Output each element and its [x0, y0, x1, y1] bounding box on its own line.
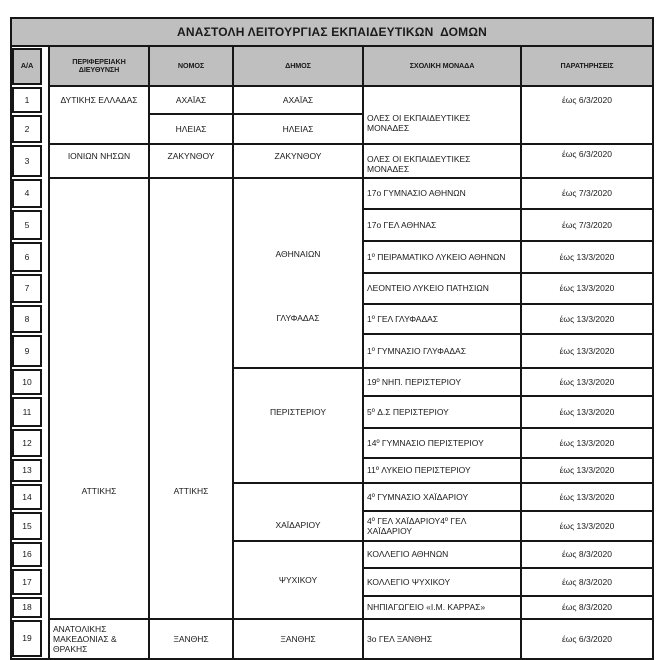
col-header-nomos: ΝΟΜΟΣ: [149, 46, 233, 86]
cell-school: ΝΗΠΙΑΓΩΓΕΙΟ «Ι.Μ. ΚΑΡΡΑΣ»: [363, 596, 521, 619]
cell-note: έως 8/3/2020: [521, 541, 653, 568]
cell-region: ΙΟΝΙΩΝ ΝΗΣΩΝ: [49, 144, 149, 178]
cell-note: έως 7/3/2020: [521, 209, 653, 241]
row-number-cell: [11, 241, 49, 273]
cell-note: έως 13/3/2020: [521, 483, 653, 511]
cell-note: έως 13/3/2020: [521, 273, 653, 304]
cell-school: 3ο ΓΕΛ ΞΑΝΘΗΣ: [363, 619, 521, 659]
dimos-label-peristeri: ΠΕΡΙΣΤΕΡΙΟΥ: [270, 406, 326, 417]
row-number-cell: [11, 304, 49, 334]
cell-dimos: [233, 178, 363, 368]
cell-school: 17ο ΓΕΛ ΑΘΗΝΑΣ: [363, 209, 521, 241]
cell-note: έως 13/3/2020: [521, 368, 653, 396]
cell-nomos: ΑΧΑΪΑΣ: [149, 86, 233, 114]
col-header-dimos: ΔΗΜΟΣ: [233, 46, 363, 86]
row-number: 17: [12, 569, 42, 595]
cell-school: 1º ΓΕΛ ΓΛΥΦΑΔΑΣ: [363, 304, 521, 334]
cell-note: έως 8/3/2020: [521, 596, 653, 619]
row-number: 5: [12, 210, 42, 240]
cell-dimos: ΗΛΕΙΑΣ: [233, 114, 363, 144]
row-number-cell: [11, 568, 49, 596]
cell-dimos: ΖΑΚΥΝΘΟΥ: [233, 144, 363, 178]
dimos-label-xaidari: ΧΑΪΔΑΡΙΟΥ: [275, 520, 321, 531]
row-number-cell: [11, 368, 49, 396]
cell-school: 5º Δ.Σ ΠΕΡΙΣΤΕΡΙΟΥ: [363, 396, 521, 428]
cell-school: ΚΟΛΛΕΓΙΟ ΑΘΗΝΩΝ: [363, 541, 521, 568]
region-label: ΑΤΤΙΚΗΣ: [81, 485, 117, 496]
row-number: 18: [12, 597, 42, 618]
row-number: 13: [12, 459, 42, 482]
cell-note: έως 6/3/2020: [521, 144, 653, 178]
cell-dimos: ΞΑΝΘΗΣ: [233, 619, 363, 659]
cell-note: έως 8/3/2020: [521, 568, 653, 596]
cell-school: 19º ΝΗΠ. ΠΕΡΙΣΤΕΡΙΟΥ: [363, 368, 521, 396]
table-row: [11, 619, 653, 659]
row-number: 16: [12, 542, 42, 567]
row-number-cell: [11, 209, 49, 241]
cell-school: 1º ΠΕΙΡΑΜΑΤΙΚΟ ΛΥΚΕΙΟ ΑΘΗΝΩΝ: [363, 241, 521, 273]
cell-school: ΟΛΕΣ ΟΙ ΕΚΠΑΙΔΕΥΤΙΚΕΣ ΜΟΝΑΔΕΣ: [363, 86, 521, 144]
cell-school: 4º ΓΥΜΝΑΣΙΟ ΧΑΪΔΑΡΙΟΥ: [363, 483, 521, 511]
cell-school: 17ο ΓΥΜΝΑΣΙΟ ΑΘΗΝΩΝ: [363, 178, 521, 209]
cell-school: ΟΛΕΣ ΟΙ ΕΚΠΑΙΔΕΥΤΙΚΕΣ ΜΟΝΑΔΕΣ: [363, 144, 521, 178]
nomos-label: ΑΤΤΙΚΗΣ: [173, 485, 209, 496]
row-number: 2: [12, 115, 42, 143]
row-number: 4: [12, 179, 42, 208]
row-number-cell: [11, 483, 49, 511]
row-number-cell: [11, 596, 49, 619]
row-number: 3: [12, 145, 42, 177]
row-number: 10: [12, 369, 42, 395]
row-number-cell: [11, 114, 49, 144]
col-header-school: ΣΧΟΛΙΚΗ ΜΟΝΑΔΑ: [363, 46, 521, 86]
cell-school: ΛΕΟΝΤΕΙΟ ΛΥΚΕΙΟ ΠΑΤΗΣΙΩΝ: [363, 273, 521, 304]
cell-region: ΔΥΤΙΚΗΣ ΕΛΛΑΔΑΣ: [49, 86, 149, 144]
cell-note: έως 7/3/2020: [521, 178, 653, 209]
row-number-cell: [11, 86, 49, 114]
row-number-cell: [11, 178, 49, 209]
row-number-cell: [11, 428, 49, 458]
cell-note: έως 6/3/2020: [521, 619, 653, 659]
cell-note: έως 6/3/2020: [521, 86, 653, 144]
table-row: [11, 178, 653, 209]
cell-region: [49, 178, 149, 619]
cell-note: έως 13/3/2020: [521, 396, 653, 428]
row-number: 6: [12, 242, 42, 272]
row-number: 19: [12, 620, 42, 657]
row-number-cell: [11, 273, 49, 304]
cell-nomos: ΞΑΝΘΗΣ: [149, 619, 233, 659]
cell-school: 1º ΓΥΜΝΑΣΙΟ ΓΛΥΦΑΔΑΣ: [363, 334, 521, 368]
row-number: 15: [12, 512, 42, 540]
row-number-cell: [11, 396, 49, 428]
cell-dimos: ΨΥΧΙΚΟΥ: [233, 541, 363, 619]
cell-note: έως 13/3/2020: [521, 304, 653, 334]
cell-school: 11º ΛΥΚΕΙΟ ΠΕΡΙΣΤΕΡΙΟΥ: [363, 458, 521, 483]
col-header-notes: ΠΑΡΑΤΗΡΗΣΕΙΣ: [521, 46, 653, 86]
row-number-cell: [11, 619, 49, 659]
cell-nomos: [149, 178, 233, 619]
cell-note: έως 13/3/2020: [521, 458, 653, 483]
row-number-cell: [11, 541, 49, 568]
cell-school: 4º ΓΕΛ ΧΑΪΔΑΡΙΟΥ4º ΓΕΛ ΧΑΪΔΑΡΙΟΥ: [363, 511, 521, 541]
dimos-label-athens: ΑΘΗΝΑΙΩΝ: [275, 249, 321, 260]
cell-note: έως 13/3/2020: [521, 241, 653, 273]
cell-nomos: ΖΑΚΥΝΘΟΥ: [149, 144, 233, 178]
row-number: 9: [12, 335, 42, 367]
col-header-region: ΠΕΡΙΦΕΡΕΙΑΚΗ ΔΙΕΥΘΥΝΣΗ: [49, 46, 149, 86]
col-header-aa-box: Α/Α: [12, 48, 42, 85]
cell-region: ΑΝΑΤΟΛΙΚΗΣ ΜΑΚΕΔΟΝΙΑΣ & ΘΡΑΚΗΣ: [49, 619, 149, 659]
cell-school: 14º ΓΥΜΝΑΣΙΟ ΠΕΡΙΣΤΕΡΙΟΥ: [363, 428, 521, 458]
cell-note: έως 13/3/2020: [521, 428, 653, 458]
cell-dimos: [233, 483, 363, 541]
row-number: 12: [12, 429, 42, 457]
table-title: ΑΝΑΣΤΟΛΗ ΛΕΙΤΟΥΡΓΙΑΣ ΕΚΠΑΙΔΕΥΤΙΚΩΝ ΔΟΜΩΝ: [11, 18, 653, 46]
row-number-cell: [11, 334, 49, 368]
suspension-table: [10, 17, 654, 660]
row-number-cell: [11, 511, 49, 541]
cell-school: ΚΟΛΛΕΓΙΟ ΨΥΧΙΚΟΥ: [363, 568, 521, 596]
table-row: [11, 86, 653, 114]
col-header-aa: [11, 46, 49, 86]
cell-note: έως 13/3/2020: [521, 334, 653, 368]
row-number-cell: [11, 458, 49, 483]
row-number: 8: [12, 305, 42, 333]
row-number: 14: [12, 484, 42, 510]
cell-note: έως 13/3/2020: [521, 511, 653, 541]
cell-dimos: [233, 368, 363, 483]
cell-nomos: ΗΛΕΙΑΣ: [149, 114, 233, 144]
row-number: 11: [12, 397, 42, 427]
cell-dimos: ΑΧΑΪΑΣ: [233, 86, 363, 114]
row-number: 7: [12, 274, 42, 303]
table-row: [11, 144, 653, 178]
dimos-label-glyfada: ΓΛΥΦΑΔΑΣ: [276, 313, 320, 324]
row-number: 1: [12, 87, 42, 113]
row-number-cell: [11, 144, 49, 178]
